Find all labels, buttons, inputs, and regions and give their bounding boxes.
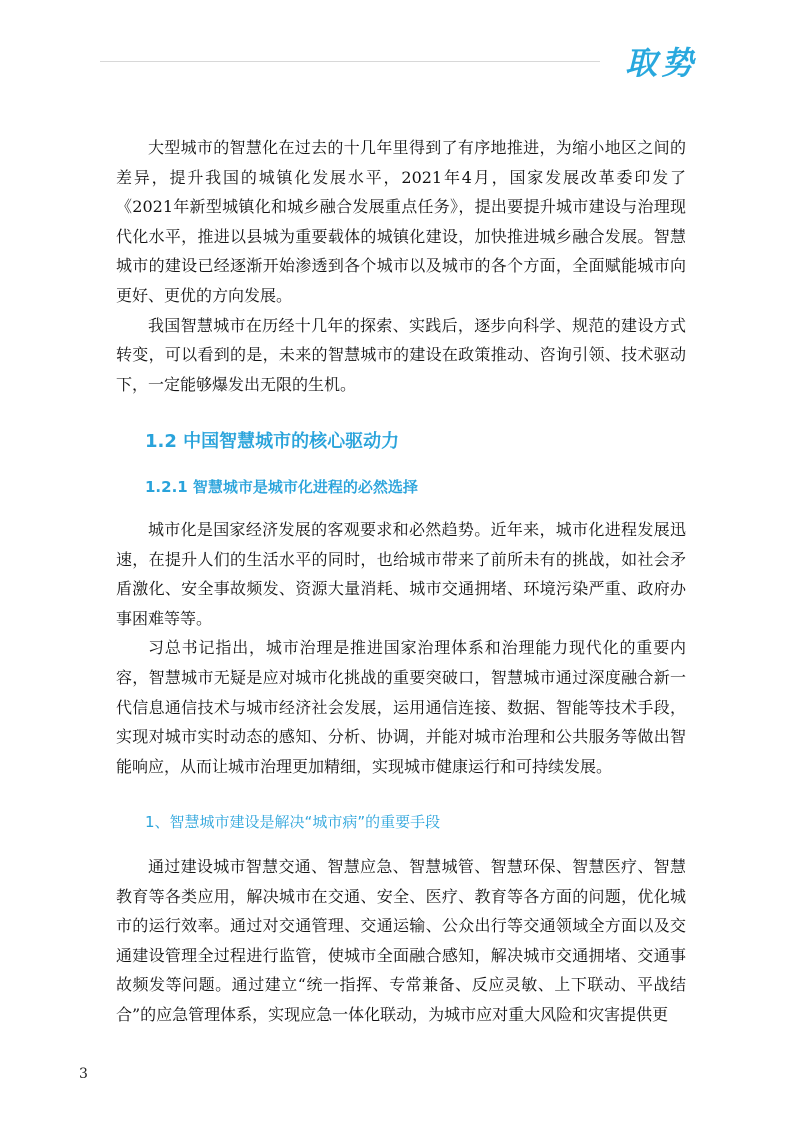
paragraph: 我国智慧城市在历经十几年的探索、实践后，逐步向科学、规范的建设方式转变，可以看到的是，未来的智慧城市的建设在政策推动、咨询引领、技术驱动下，一定能够爆发出无限的生机。 [116,315,686,394]
point-heading-1: 1、智慧城市建设是解决“城市病”的重要手段 [145,813,441,831]
page-number: 3 [79,1066,88,1082]
subsection-1-2-1-body [116,515,686,781]
point-1-body [116,852,686,1030]
paragraph: 大型城市的智慧化在过去的十几年里得到了有序地推进，为缩小地区之间的差异，提升我国的城镇化发展水平，2021年4月，国家发展改革委印发了《2021年新型城镇化和城乡融合发展重点任务》，提出要提升城市建设与治理现代化水平，推进以县城为重要载体的城镇化建设，加快推进城乡融合发展。智慧城市的建设已经逐渐开始渗透到各个城市以及城市的各个方面，全面赋能城市向更好、更优的方向发展。 [116,138,686,305]
header-rule [100,61,600,62]
brand-logo: 取势 [624,44,697,82]
paragraph: 通过建设城市智慧交通、智慧应急、智慧城管、智慧环保、智慧医疗、智慧教育等各类应用，解决城市在交通、安全、医疗、教育等各方面的问题，优化城市的运行效率。通过对交通管理、交通运输、公众出行等交通领域全方面以及交通建设管理全过程进行监管，使城市全面融合感知，解决城市交通拥堵、交通事故频发等问题。通过建立“统一指挥、专常兼备、反应灵敏、上下联动、平战结合”的应急管理体系，实现应急一体化联动，为城市应对重大风险和灾害提供更 [116,857,686,1024]
paragraph: 习总书记指出，城市治理是推进国家治理体系和治理能力现代化的重要内容，智慧城市无疑是应对城市化挑战的重要突破口，智慧城市通过深度融合新一代信息通信技术与城市经济社会发展，运用通信连接、数据、智能等技术手段，实现对城市实时动态的感知、分析、协调，并能对城市治理和公共服务等做出智能响应，从而让城市治理更加精细，实现城市健康运行和可持续发展。 [116,638,686,776]
subsection-heading-1-2-1: 1.2.1 智慧城市是城市化进程的必然选择 [145,478,418,496]
section-heading-1-2: 1.2 中国智慧城市的核心驱动力 [145,431,400,452]
intro-section [116,133,686,399]
paragraph: 城市化是国家经济发展的客观要求和必然趋势。近年来，城市化进程发展迅速，在提升人们的生活水平的同时，也给城市带来了前所未有的挑战，如社会矛盾激化、安全事故频发、资源大量消耗、城市交通拥堵、环境污染严重、政府办事困难等等。 [116,520,686,628]
